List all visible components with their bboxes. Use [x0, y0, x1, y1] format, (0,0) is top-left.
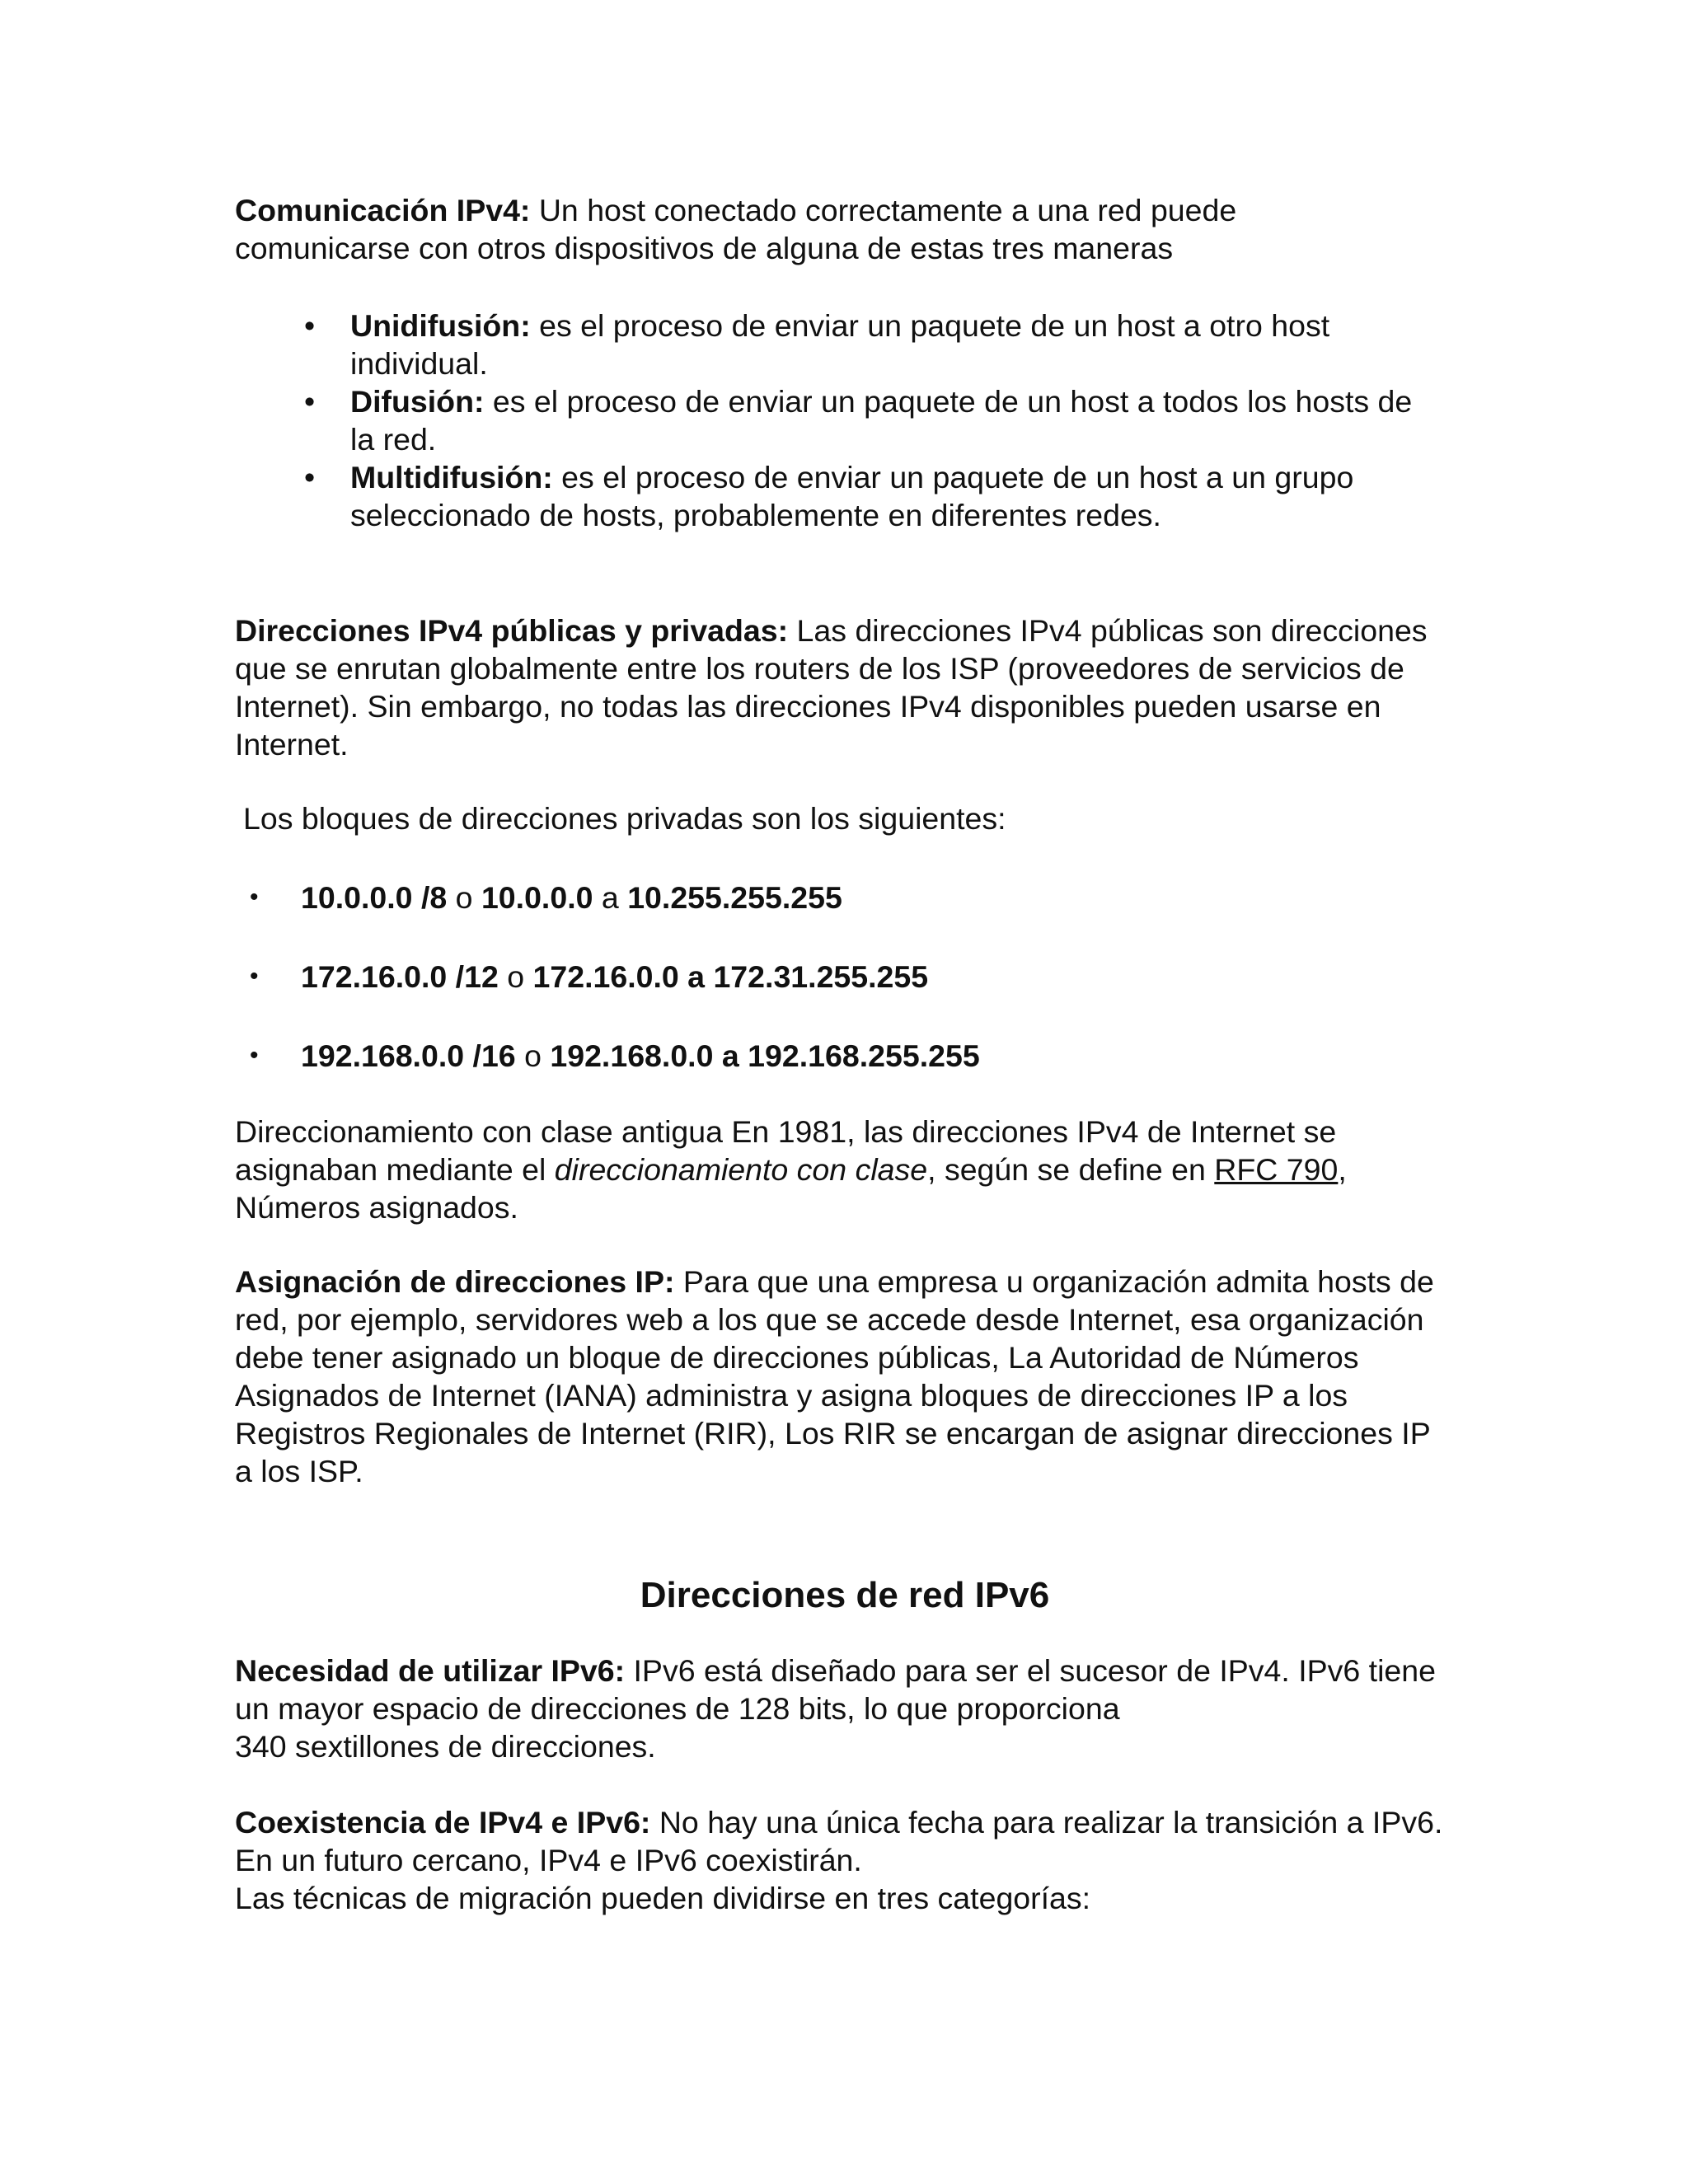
list-item — [235, 307, 1438, 382]
list-item-text: es el proceso de enviar un paquete de un host a todos los hosts de la red. — [350, 384, 1413, 457]
block-connector: o — [498, 959, 533, 994]
public-private-label: Direcciones IPv4 públicas y privadas: — [235, 613, 789, 648]
list-item — [235, 958, 1455, 996]
ipv6-need-text: IPv6 está diseñado para ser el sucesor de IPv4. IPv6 tiene un mayor espacio de direcciones de 128 bits, lo que proporciona — [235, 1653, 1436, 1726]
assignment-text: Para que una empresa u organización admita hosts de red, por ejemplo, servidores web a los que se accede desde Internet, esa organización debe tener asignado un bloque de direcciones públicas, La Autoridad de Números Asignados de Internet (IANA) administra y asigna bloques de direcciones IP a los Registros Regionales de Internet (RIR), Los RIR se encargan de asignar direcciones IP a los ISP. — [235, 1264, 1434, 1488]
classful-text: , Números asignados. — [235, 1152, 1347, 1225]
classful-text: , según se define en — [927, 1152, 1215, 1187]
block-connector: o — [447, 880, 481, 915]
bullet-icon: • — [250, 1042, 259, 1069]
ipv6-section-heading: Direcciones de red IPv6 — [640, 1575, 1050, 1615]
block-prefix: 192.168.0.0 /16 — [301, 1038, 516, 1073]
block-end: 172.31.255.255 — [713, 959, 929, 994]
ipv4-communication-paragraph — [235, 191, 1364, 267]
ipv4-communication-text: Un host conectado correctamente a una red puede comunicarse con otros dispositivos de alguna de estas tres maneras — [235, 193, 1237, 265]
coexistence-text: Las técnicas de migración pueden dividirse en tres categorías: — [235, 1881, 1091, 1915]
ipv4-communication-label: Comunicación IPv4: — [235, 193, 531, 227]
private-blocks-list — [235, 879, 1455, 1075]
block-prefix: 10.0.0.0 /8 — [301, 880, 448, 915]
classful-text: Direccionamiento con clase antigua En 1981, las direcciones IPv4 de Internet se asignaban mediante el — [235, 1114, 1337, 1187]
coexistence-paragraph — [235, 1803, 1455, 1917]
coexistence-text: No hay una única fecha para realizar la transición a IPv6. En un futuro cercano, IPv4 e IPv6 coexistirán. — [235, 1805, 1443, 1877]
block-connector: a — [713, 1038, 748, 1073]
public-private-text: Las direcciones IPv4 públicas son direcciones que se enrutan globalmente entre los routers de los ISP (proveedores de servicios de Internet). Sin embargo, no todas las direcciones IPv4 disponibles pueden usarse en Internet. — [235, 613, 1428, 762]
list-item-text: es el proceso de enviar un paquete de un host a un grupo seleccionado de hosts, probablemente en diferentes redes. — [350, 460, 1354, 532]
ipv6-need-text: 340 sextillones de direcciones. — [235, 1729, 656, 1764]
private-blocks-intro: Los bloques de direcciones privadas son los siguientes: — [243, 801, 1006, 836]
list-item-text: es el proceso de enviar un paquete de un host a otro host individual. — [350, 308, 1330, 381]
ipv6-need-label: Necesidad de utilizar IPv6: — [235, 1653, 626, 1688]
block-connector: o — [515, 1038, 551, 1073]
bullet-icon: • — [304, 384, 316, 419]
assignment-label: Asignación de direcciones IP: — [235, 1264, 675, 1299]
bullet-icon: • — [250, 963, 259, 990]
block-connector: a — [593, 880, 628, 915]
block-start: 172.16.0.0 — [532, 959, 679, 994]
block-prefix: 172.16.0.0 /12 — [301, 959, 499, 994]
list-item — [235, 382, 1438, 458]
classful-paragraph — [235, 1113, 1447, 1226]
list-item — [235, 1037, 1455, 1075]
block-end: 10.255.255.255 — [627, 880, 842, 915]
list-item — [235, 458, 1438, 534]
classful-italic: direccionamiento con clase — [554, 1152, 928, 1187]
bullet-icon: • — [250, 883, 259, 911]
block-start: 192.168.0.0 — [550, 1038, 714, 1073]
bullet-icon: • — [304, 308, 316, 343]
bullet-icon: • — [304, 460, 316, 494]
rfc-790-link[interactable]: RFC 790 — [1214, 1152, 1339, 1187]
list-item — [235, 879, 1455, 916]
list-item-label: Difusión: — [350, 384, 485, 419]
communication-types-list — [235, 307, 1438, 534]
block-end: 192.168.255.255 — [748, 1038, 980, 1073]
document-page — [235, 191, 1455, 1917]
list-item-label: Unidifusión: — [350, 308, 531, 343]
list-item-label: Multidifusión: — [350, 460, 553, 494]
ipv6-need-paragraph — [235, 1652, 1455, 1765]
block-connector: a — [678, 959, 714, 994]
coexistence-label: Coexistencia de IPv4 e IPv6: — [235, 1805, 651, 1840]
block-start: 10.0.0.0 — [481, 880, 593, 915]
assignment-paragraph — [235, 1263, 1451, 1490]
public-private-paragraph — [235, 612, 1447, 763]
